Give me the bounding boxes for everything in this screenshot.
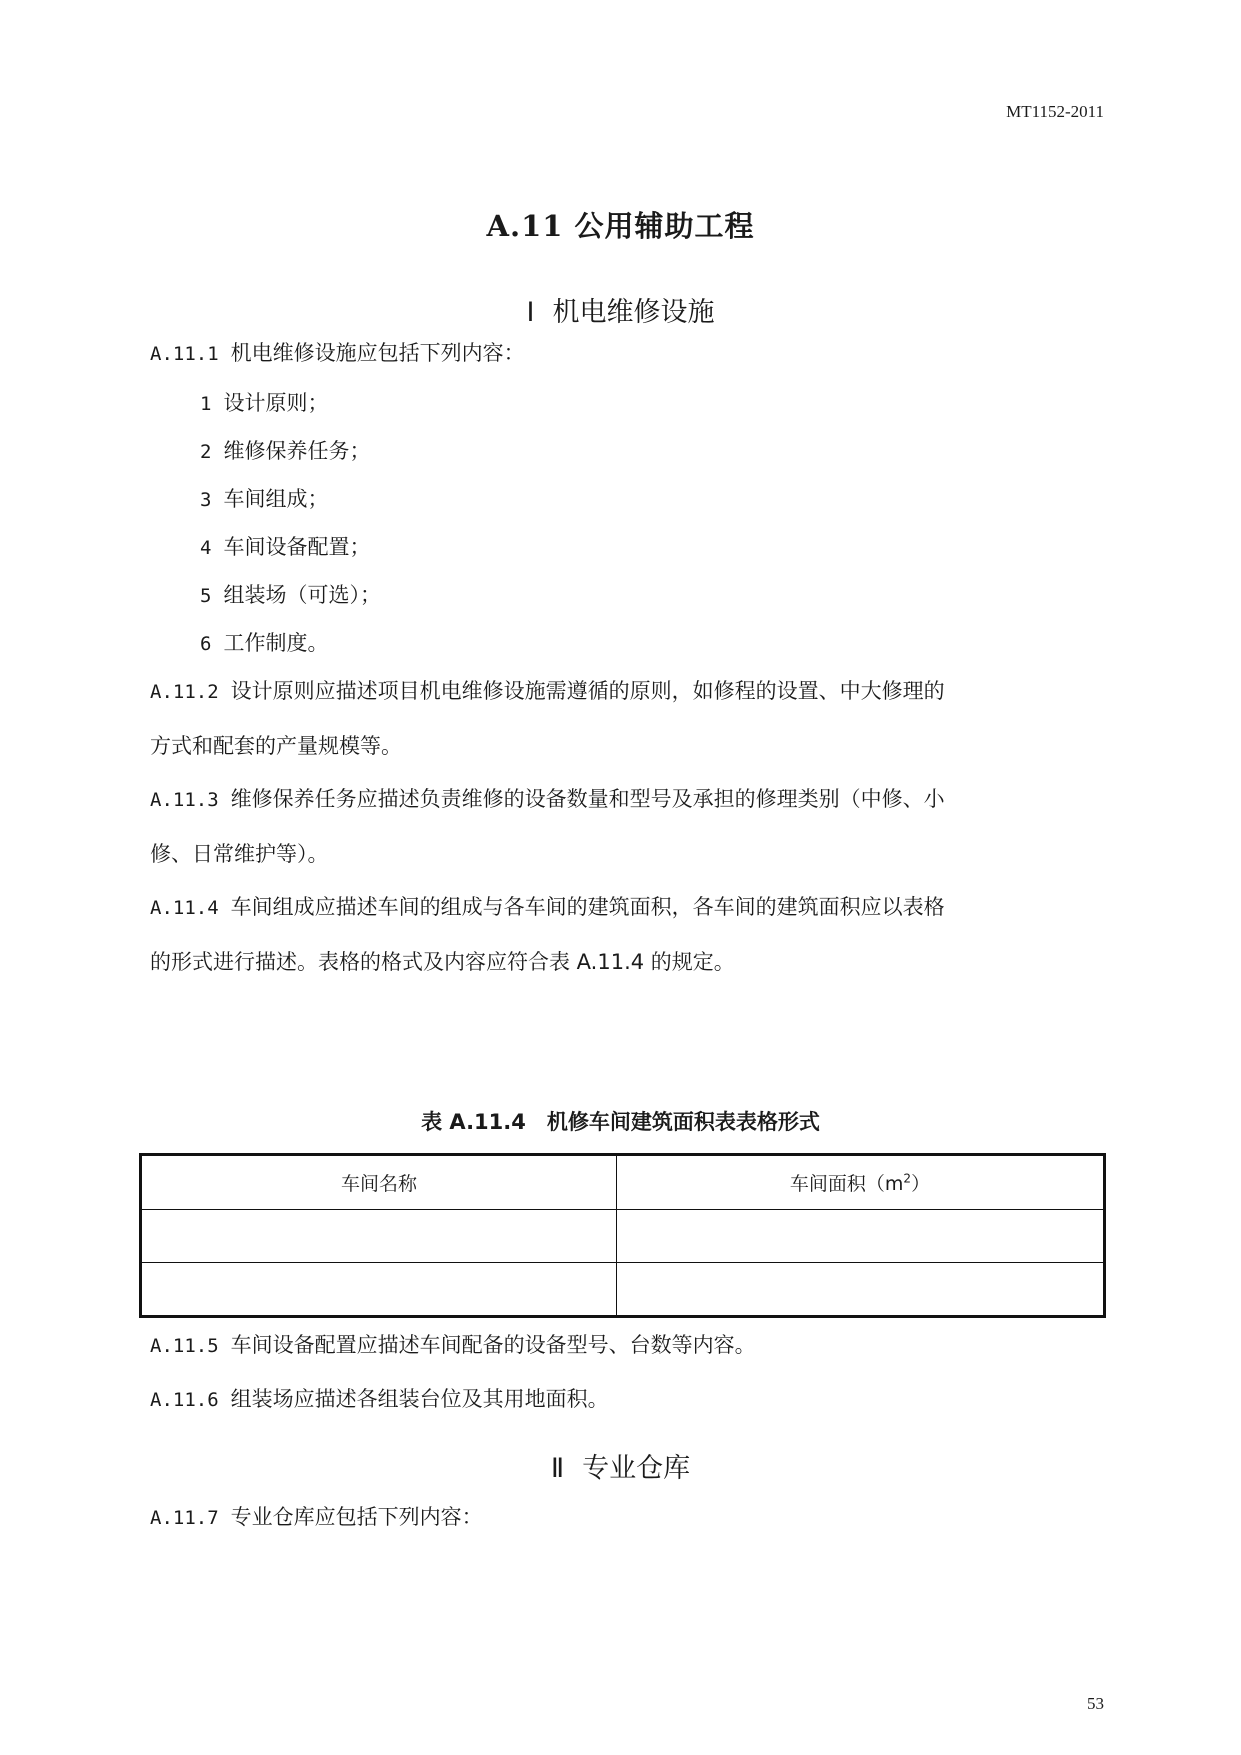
clause-number: A.11.4 — [150, 897, 219, 919]
clause-number: A.11.7 — [150, 1507, 219, 1529]
clause-a11-4 — [150, 880, 1090, 989]
table-cell — [617, 1263, 1105, 1317]
clause-text: 车间设备配置应描述车间配备的设备型号、台数等内容。 — [230, 1333, 756, 1357]
subsection-title-text: 专业仓库 — [582, 1453, 691, 1484]
column-header-workshop-name: 车间名称 — [141, 1155, 617, 1210]
clause-a11-3 — [150, 772, 1090, 881]
table-caption: 表 A.11.4 机修车间建筑面积表表格形式 — [421, 1110, 820, 1134]
clause-number: A.11.5 — [150, 1335, 219, 1357]
clause-a11-5 — [150, 1318, 1090, 1373]
roman-numeral: Ⅱ — [550, 1453, 565, 1483]
page-number: 53 — [1087, 1694, 1104, 1713]
clause-text-line2: 的形式进行描述。表格的格式及内容应符合表 A.11.4 的规定。 — [150, 950, 735, 974]
column-header-workshop-area: 车间面积$(m^2)$ — [617, 1155, 1105, 1210]
clause-a11-1 — [150, 326, 1090, 381]
clause-a11-7 — [150, 1490, 1090, 1545]
list-item-text: 组装场（可选）； — [223, 583, 381, 607]
subsection-title-2 — [0, 1446, 1241, 1485]
list-item-number: 6 — [200, 633, 212, 655]
document-code: MT1152-2011 — [1006, 102, 1104, 121]
table-cell — [141, 1210, 617, 1263]
clause-text-line1: 设计原则应描述项目机电维修设施需遵循的原则，如修程的设置、中大修理的 — [230, 679, 945, 703]
clause-text-line1: 维修保养任务应描述负责维修的设备数量和型号及承担的修理类别（中修、小 — [230, 787, 945, 811]
clause-a11-6 — [150, 1372, 1090, 1427]
clause-text: 组装场应描述各组装台位及其用地面积。 — [230, 1387, 609, 1411]
clause-text-line2: 修、日常维护等）。 — [150, 842, 329, 866]
table-cell — [617, 1210, 1105, 1263]
list-item-number: 3 — [200, 489, 212, 511]
clause-text: 机电维修设施应包括下列内容： — [230, 341, 525, 365]
list-item-number: 5 — [200, 585, 212, 607]
list-item — [200, 376, 328, 431]
clause-number: A.11.1 — [150, 343, 219, 365]
clause-a11-2 — [150, 664, 1090, 773]
table-cell — [141, 1263, 617, 1317]
section-title: A.11 公用辅助工程 — [486, 209, 755, 243]
clause-number: A.11.6 — [150, 1389, 219, 1411]
list-item — [200, 520, 370, 575]
list-item — [200, 424, 370, 479]
list-item-text: 维修保养任务； — [223, 439, 371, 463]
list-item-number: 2 — [200, 441, 212, 463]
list-item-text: 车间组成； — [223, 487, 329, 511]
list-item — [200, 472, 328, 527]
clause-number: A.11.2 — [150, 681, 219, 703]
list-item-text: 车间设备配置； — [223, 535, 371, 559]
list-item-text: 工作制度。 — [223, 631, 329, 655]
roman-numeral: Ⅰ — [526, 297, 535, 327]
subsection-title-1 — [0, 290, 1241, 329]
subsection-title-text: 机电维修设施 — [552, 297, 715, 328]
table-row — [141, 1263, 1105, 1317]
table-header-row — [141, 1155, 1105, 1210]
clause-text: 专业仓库应包括下列内容： — [230, 1505, 483, 1529]
table-row — [141, 1210, 1105, 1263]
clause-text-line1: 车间组成应描述车间的组成与各车间的建筑面积，各车间的建筑面积应以表格 — [230, 895, 945, 919]
clause-text-line2: 方式和配套的产量规模等。 — [150, 734, 402, 758]
clause-number: A.11.3 — [150, 789, 219, 811]
list-item-number: 4 — [200, 537, 212, 559]
workshop-area-table — [139, 1153, 1106, 1318]
list-item-number: 1 — [200, 393, 212, 415]
list-item-text: 设计原则； — [223, 391, 329, 415]
list-item — [200, 568, 381, 623]
list-item — [200, 616, 328, 671]
